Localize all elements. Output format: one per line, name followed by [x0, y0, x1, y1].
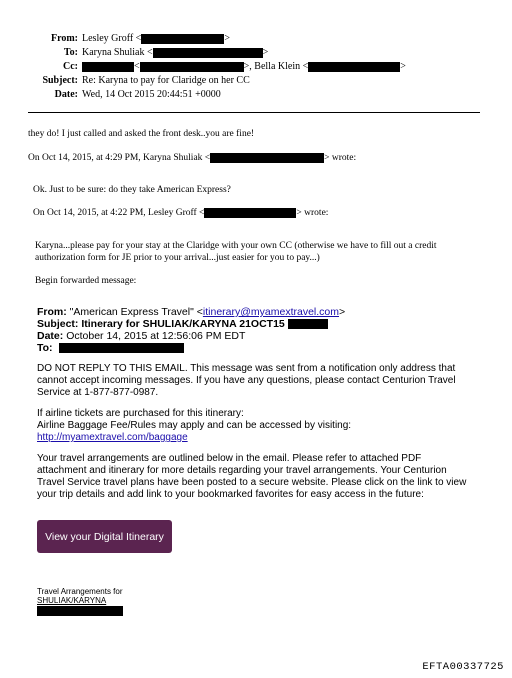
header-cc-mid: >, Bella Klein <: [243, 61, 309, 72]
header-to-end: >: [262, 47, 269, 58]
fwd-date-row: [37, 330, 245, 342]
airline-line-2: Airline Baggage Fee/Rules may apply and can be accessed by visiting:: [37, 420, 352, 431]
redaction-block: [210, 153, 324, 163]
fwd-subject-row: [37, 318, 328, 330]
baggage-link[interactable]: http://myamextravel.com/baggage: [37, 432, 188, 443]
fwd-from-end: >: [339, 306, 346, 318]
fwd-to-row: [37, 342, 184, 354]
header-date-label: Date:: [54, 89, 78, 100]
quote1-prefix: On Oct 14, 2015, at 4:29 PM, Karyna Shuliak <: [28, 153, 211, 163]
redaction-block: [204, 208, 296, 218]
notice-line-1: DO NOT REPLY TO THIS EMAIL. This message was sent from a notification only address that: [37, 363, 456, 374]
header-subject-label: Subject:: [42, 75, 78, 86]
header-cc-end: >: [400, 61, 406, 72]
quote2-suffix: > wrote:: [296, 208, 329, 218]
fwd-from-name: "American Express Travel" <: [69, 306, 203, 318]
reply-message-3-line1: Karyna...please pay for your stay at the Claridge with your own CC (otherwise we have to fill out a credit: [35, 241, 437, 251]
header-from-value: Lesley Groff <: [82, 33, 142, 44]
redaction-block: [82, 62, 134, 72]
redaction-block: [153, 48, 263, 58]
notice-line-3: Service at 1-877-877-0987.: [37, 387, 159, 398]
travel-line-2: attachment and itinerary for more details regarding your travel arrangements. Your Centurion: [37, 465, 447, 476]
header-from-end: >: [224, 33, 230, 44]
redaction-block: [59, 343, 184, 353]
quote-attribution-2: [33, 207, 328, 219]
fwd-from-label: From:: [37, 306, 67, 318]
fwd-from-email-link[interactable]: itinerary@myamextravel.com: [202, 306, 339, 318]
header-cc-label: Cc:: [63, 61, 78, 72]
header-subject-value: Re: Karyna to pay for Claridge on her CC: [82, 75, 250, 86]
reply-message-3-line2: authorization form for JE prior to your arrival...just easier for you to pay...): [35, 253, 320, 263]
quote-attribution-1: [28, 152, 356, 164]
header-from-row: [8, 33, 230, 45]
header-to-label: To:: [63, 47, 78, 58]
document-id: EFTA00337725: [422, 661, 504, 673]
reply-message-2: Ok. Just to be sure: do they take American Express?: [33, 185, 231, 195]
header-from-label: From:: [50, 33, 78, 44]
redaction-block: [308, 62, 400, 72]
header-divider: [28, 112, 480, 113]
header-cc-row: [8, 61, 406, 73]
travel-line-1: Your travel arrangements are outlined below in the email. Please refer to attached PDF: [37, 453, 422, 464]
fwd-from-row: [37, 306, 345, 318]
fwd-to-label: To:: [37, 342, 53, 354]
forward-label: Begin forwarded message:: [35, 276, 137, 286]
view-digital-itinerary-button[interactable]: View your Digital Itinerary: [37, 520, 172, 553]
header-to-value: Karyna Shuliak <: [82, 47, 153, 58]
header-to-row: [8, 47, 268, 59]
notice-line-2: cannot accept incoming messages. If you have any questions, please contact Centurion Travel: [37, 375, 456, 386]
fwd-subject-value: Itinerary for SHULIAK/KARYNA 21OCT15: [81, 318, 285, 330]
header-cc-open: <: [134, 61, 140, 72]
redaction-block: [140, 62, 244, 72]
arrangements-line-1: Travel Arrangements for: [37, 587, 123, 596]
header-subject-row: [8, 75, 250, 87]
redaction-block: [141, 34, 224, 44]
header-date-value: Wed, 14 Oct 2015 20:44:51 +0000: [82, 89, 221, 100]
redaction-block: [288, 319, 328, 329]
arrangements-line-2: SHULIAK/KARYNA: [37, 596, 107, 605]
redaction-block: [37, 606, 123, 616]
fwd-subject-label: Subject:: [37, 318, 79, 330]
reply-message-1: they do! I just called and asked the front desk..you are fine!: [28, 129, 255, 139]
airline-line-1: If airline tickets are purchased for this itinerary:: [37, 408, 244, 419]
header-date-row: [8, 89, 221, 101]
fwd-date-value: October 14, 2015 at 12:56:06 PM EDT: [66, 330, 246, 342]
quote2-prefix: On Oct 14, 2015, at 4:22 PM, Lesley Groff <: [33, 208, 205, 218]
fwd-date-label: Date:: [37, 330, 64, 342]
travel-line-3: Travel Service travel plans have been posted to a secure website. Please click on the link to view: [37, 477, 467, 488]
quote1-suffix: > wrote:: [324, 153, 357, 163]
travel-line-4: your trip details and add link to your bookmarked favorites for easy access in the future:: [37, 489, 424, 500]
